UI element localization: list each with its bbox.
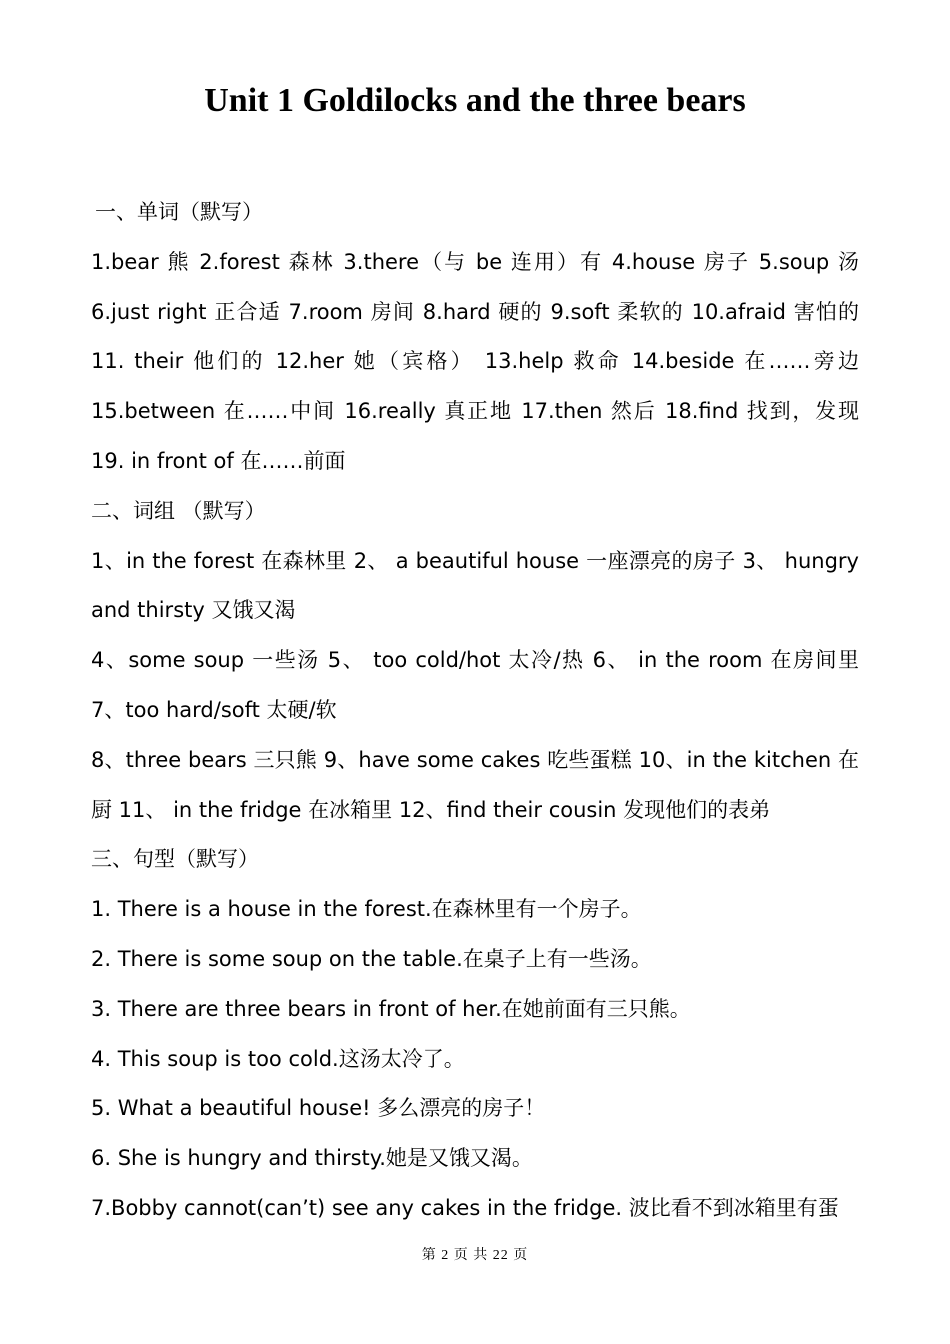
document-body: [91, 188, 859, 1234]
sentence-item-1: 1. There is a house in the forest.在森林里有一个房子。: [91, 897, 642, 922]
phrase-paragraph-1: 1、in the forest 在森林里 2、 a beautiful house 一座漂亮的房子 3、 hungry and thirsty 又饿又渴: [91, 548, 859, 623]
phrase-paragraph-2: 4、some soup 一些汤 5、 too cold/hot 太冷/热 6、 in the room 在房间里 7、too hard/soft 太硬/软: [91, 648, 859, 722]
page-number-footer: 第 2 页 共 22 页: [421, 1248, 529, 1263]
section-heading-phrases: 二、词组 （默写）: [91, 498, 266, 523]
sentence-item-7: 7.Bobby cannot(can’t) see any cakes in the fridge. 波比看不到冰箱里有蛋: [91, 1195, 839, 1220]
sentence-item-4: 4. This soup is too cold.这汤太冷了。: [91, 1046, 465, 1071]
document-title: Unit 1 Goldilocks and the three bears: [204, 82, 746, 119]
sentence-item-2: 2. There is some soup on the table.在桌子上有一些汤。: [91, 946, 652, 971]
sentence-item-6: 6. She is hungry and thirsty.她是又饿又渴。: [91, 1146, 533, 1171]
section-heading-words: 一、单词（默写）: [95, 200, 263, 224]
phrase-paragraph-3: 8、three bears 三只熊 9、have some cakes 吃些蛋糕 10、in the kitchen 在厨 11、 in the fridge 在冰箱里 12、find their cousin 发现他们的表弟: [91, 747, 859, 822]
sentence-item-3: 3. There are three bears in front of her.在她前面有三只熊。: [91, 996, 691, 1021]
section-heading-sentences: 三、句型（默写）: [91, 847, 259, 872]
sentence-item-5: 5. What a beautiful house! 多么漂亮的房子！: [91, 1096, 546, 1121]
word-list-paragraph: 1.bear 熊 2.forest 森林 3.there（与 be 连用）有 4.house 房子 5.soup 汤 6.just right 正合适 7.room 房间 8.hard 硬的 9.soft 柔软的 10.afraid 害怕的 11. their 他们的 12.her 她（宾格） 13.help 救命 14.beside 在……旁边 15.between 在……中间 16.really 真正地 17.then 然后 18.find 找到，发现 19. in front of 在……前面: [91, 249, 859, 473]
